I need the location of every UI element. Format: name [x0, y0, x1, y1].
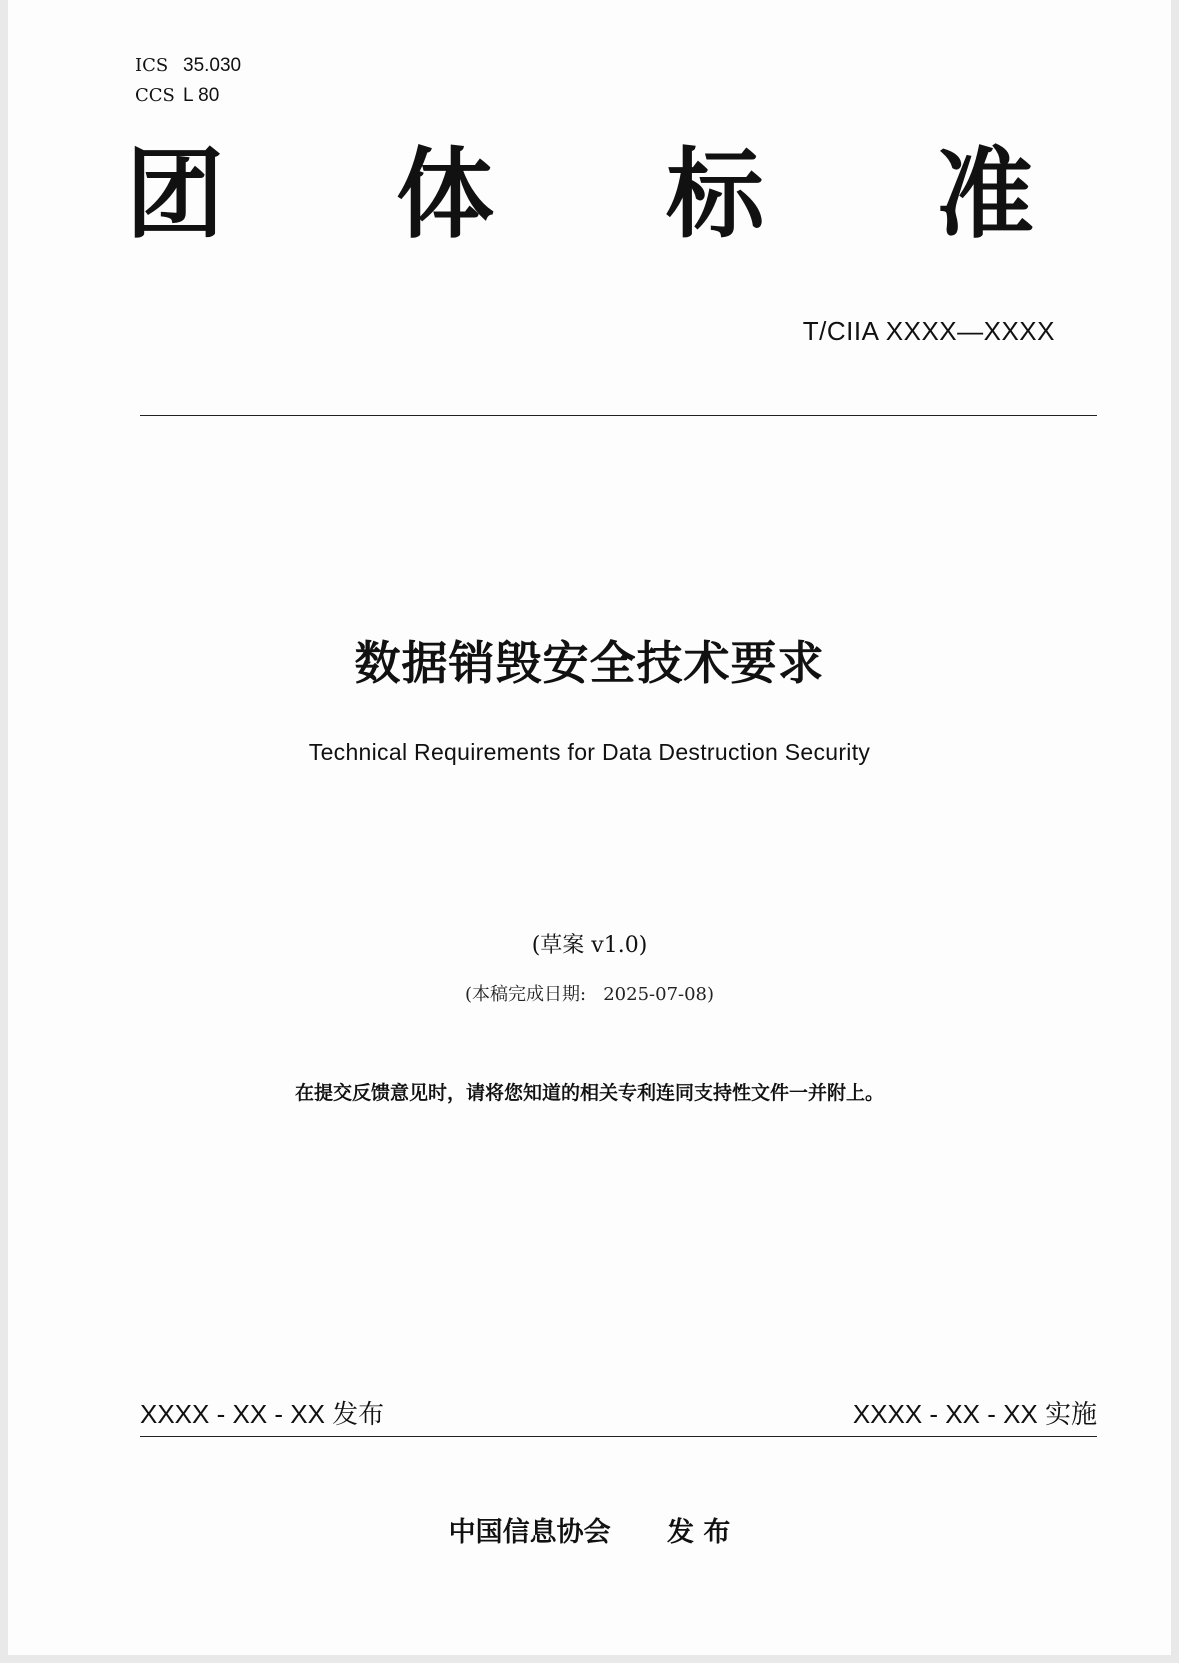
publisher: 中国信息协会 发 布	[448, 1517, 731, 1548]
title-english: Technical Requirements for Data Destruction Security	[308, 739, 871, 765]
bottom-divider	[140, 1436, 1097, 1437]
release-date: XXXX - XX - XX 发布	[140, 1399, 385, 1429]
document-type-heading	[126, 140, 1086, 250]
title-chinese: 数据销毁安全技术要求	[354, 636, 825, 690]
ics-classification	[135, 54, 241, 77]
document-type-char: 准	[936, 138, 1035, 252]
standard-number: T/CIIA XXXX—XXXX	[802, 316, 1055, 346]
effective-date: XXXX - XX - XX 实施	[852, 1399, 1097, 1429]
ccs-label: CCS	[135, 85, 175, 106]
document-type-char: 体	[396, 138, 495, 252]
document-cover-page	[8, 0, 1171, 1655]
ccs-value: L 80	[183, 85, 220, 106]
completion-date: (本稿完成日期: 2025-07-08)	[464, 984, 715, 1005]
draft-version: (草案 v1.0)	[531, 933, 648, 958]
ics-label: ICS	[135, 55, 169, 76]
ccs-classification	[135, 84, 219, 107]
ics-value: 35.030	[183, 55, 242, 76]
patent-notice: 在提交反馈意见时，请将您知道的相关专利连同支持性文件一并附上。	[294, 1082, 884, 1104]
top-divider	[140, 415, 1097, 416]
document-type-char: 标	[666, 138, 765, 252]
document-type-char: 团	[126, 138, 225, 252]
